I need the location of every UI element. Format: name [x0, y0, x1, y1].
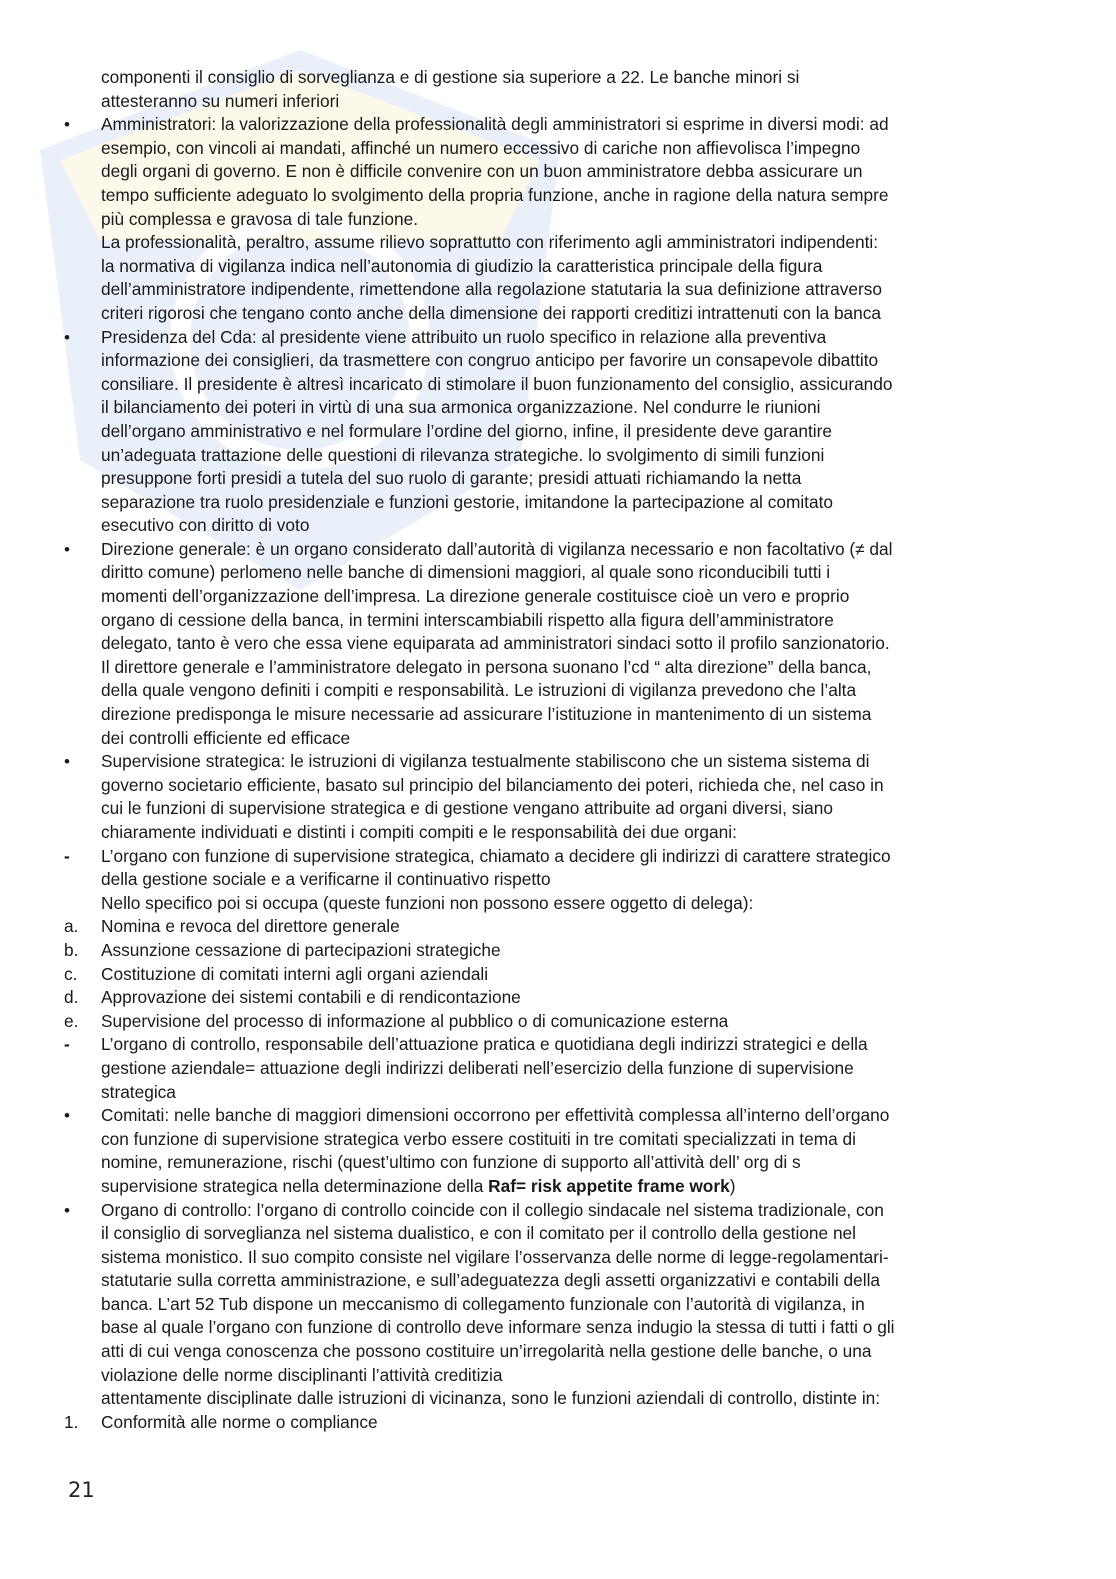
text-line: gestione aziendale= attuazione degli indirizzi deliberati nell’esercizio della funzione di supervisione	[101, 1057, 854, 1078]
text-line: Amministratori: la valorizzazione della professionalità degli amministratori si esprime in diversi modi: ad	[101, 114, 889, 135]
text-line: violazione delle norme disciplinanti l’attività creditizia	[101, 1364, 503, 1385]
text-line: presuppone forti presidi a tutela del suo ruolo di garante; presidi attuati richiamando la netta	[101, 468, 802, 489]
text-line: della quale vengono definiti i compiti e responsabilità. Le istruzioni di vigilanza prevedono che l’alta	[101, 680, 857, 701]
text-line: Presidenza del Cda: al presidente viene attribuito un ruolo specifico in relazione alla preventiva	[101, 326, 827, 347]
list-marker: b.	[64, 939, 79, 960]
text-line: criteri rigorosi che tengano conto anche della dimensione dei rapporti creditizi intrattenuti con la banca	[101, 302, 882, 323]
text-line	[101, 1175, 1064, 1199]
list-marker: a.	[64, 916, 79, 937]
text-line: attesteranno su numeri inferiori	[101, 90, 340, 111]
text-line: dei controlli efficiente ed efficace	[101, 727, 351, 748]
lettered-item	[64, 986, 1064, 1010]
text-line: Conformità alle norme o compliance	[101, 1411, 378, 1432]
list-marker: d.	[64, 987, 79, 1008]
text-line: dell’amministratore indipendente, rimettendone alla regolazione statutaria la sua definizione attraverso	[101, 279, 882, 300]
text-line: L’organo di controllo, responsabile dell’attuazione pratica e quotidiana degli indirizzi strategici e della	[101, 1034, 868, 1055]
text-line: un’adeguata trattazione delle questioni di rilevanza strategiche. lo svolgimento di simili funzioni	[101, 444, 825, 465]
text-line: più complessa e gravosa di tale funzione.	[101, 208, 419, 229]
text-line: base al quale l’organo con funzione di controllo deve informare senza indugio la stessa di tutti i fatti o gli	[101, 1317, 895, 1338]
page-number: 21	[68, 1478, 95, 1502]
text-line: dell’organo amministrativo e nel formulare l’ordine del giorno, infine, il presidente deve garantire	[101, 420, 833, 441]
bullet-item	[64, 1104, 1064, 1198]
text-line: Nomina e revoca del direttore generale	[101, 916, 400, 937]
text-line: Direzione generale: è un organo considerato dall’autorità di vigilanza necessario e non facoltativo (≠ dal	[101, 538, 893, 559]
lettered-item	[64, 1010, 1064, 1034]
text-line: diritto comune) perlomeno nelle banche di dimensioni maggiori, al quale sono riconducibili tutti i	[101, 562, 831, 583]
document-body	[64, 66, 1064, 1434]
text-line: governo societario efficiente, basato sul principio del bilanciamento dei poteri, richieda che, nel caso in	[101, 774, 884, 795]
text-line: Nello specifico poi si occupa (queste funzioni non possono essere oggetto di delega):	[101, 892, 754, 913]
bullet-item	[64, 538, 1064, 750]
text-line: Assunzione cessazione di partecipazioni strategiche	[101, 939, 501, 960]
text-line: Comitati: nelle banche di maggiori dimensioni occorrono per effettività complessa all’interno dell’organo	[101, 1105, 890, 1126]
text-line: organo di cessione della banca, in termini interscambiabili rispetto alla figura dell’amministratore	[101, 609, 834, 630]
bullet-icon: •	[64, 539, 70, 559]
text-line: atti di cui venga conoscenza che possono costituire un’irregolarità nella gestione delle banche, o una	[101, 1341, 872, 1362]
bullet-item	[64, 1199, 1064, 1411]
text-line: delegato, tanto è vero che essa viene equiparata ad amministratori sindaci sotto il profilo sanzionatorio.	[101, 633, 890, 654]
text-line: informazione dei consiglieri, da trasmettere con congruo anticipo per favorire un consapevole dibattito	[101, 350, 879, 371]
text-line: esecutivo con diritto di voto	[101, 515, 310, 536]
bullet-icon: •	[64, 1200, 70, 1220]
bullet-icon: •	[64, 327, 70, 347]
bullet-item	[64, 113, 1064, 325]
text-line: La professionalità, peraltro, assume rilievo soprattutto con riferimento agli amministratori indipendenti:	[101, 232, 879, 253]
text-line: componenti il consiglio di sorveglianza e di gestione sia superiore a 22. Le banche minori si	[101, 67, 800, 87]
bullet-item	[64, 326, 1064, 538]
text-line: con funzione di supervisione strategica verbo essere costituiti in tre comitati specializzati in tema di	[101, 1128, 856, 1149]
text-line: statutarie sulla corretta amministrazione, e sull’adeguatezza degli assetti organizzativi e contabili della	[101, 1270, 881, 1291]
text-line: nomine, remunerazione, rischi (quest’ultimo con funzione di supporto all’attività dell’ org di s	[101, 1152, 801, 1173]
text-line: chiaramente individuati e distinti i compiti compiti e le responsabilità dei due organi:	[101, 822, 737, 842]
text-line: Organo di controllo: l’organo di controllo coincide con il collegio sindacale nel sistema tradizionale, con	[101, 1199, 884, 1220]
text-span: )	[729, 1175, 736, 1196]
text-line: cui le funzioni di supervisione strategica e di gestione vengano attribuite ad organi diversi, siano	[101, 798, 834, 819]
text-line: la normativa di vigilanza indica nell’autonomia di giudizio la caratteristica principale della figura	[101, 255, 823, 276]
text-line: degli organi di governo. E non è difficile convenire con un buon amministratore debba assicurare un	[101, 161, 863, 182]
lettered-item	[64, 915, 1064, 939]
list-marker: c.	[64, 963, 78, 984]
text-line: il bilanciamento dei poteri in virtù di una sua armonica organizzazione. Nel condurre le riunioni	[101, 397, 821, 418]
lettered-item	[64, 939, 1064, 963]
list-marker: 1.	[64, 1411, 79, 1432]
text-line: Costituzione di comitati interni agli organi aziendali	[101, 963, 489, 984]
text-line: momenti dell’organizzazione dell’impresa. La direzione generale costituisce cioè un vero e proprio	[101, 586, 850, 607]
text-line: sistema monistico. Il suo compito consiste nel vigilare l’osservanza delle norme di legge-regolamentari-	[101, 1246, 889, 1267]
bullet-icon: •	[64, 752, 70, 772]
dash-item	[64, 845, 1064, 916]
bullet-icon: •	[64, 115, 70, 135]
text-line: della gestione sociale e a verificarne il continuativo rispetto	[101, 869, 551, 890]
text-line: il consiglio di sorveglianza nel sistema dualistico, e con il comitato per il controllo della gestione nel	[101, 1223, 857, 1244]
numbered-item	[64, 1411, 1064, 1435]
text-line: tempo sufficiente adeguato lo svolgimento della propria funzione, anche in ragione della natura sempre	[101, 184, 889, 205]
text-span: supervisione strategica nella determinazione della	[101, 1175, 489, 1196]
text-line: esempio, con vincoli ai mandati, affinché un numero eccessivo di cariche non affievolisca l’impegno	[101, 137, 861, 158]
text-line: banca. L’art 52 Tub dispone un meccanismo di collegamento funzionale con l’autorità di vigilanza, in	[101, 1293, 865, 1314]
text-line: separazione tra ruolo presidenziale e funzioni gestorie, imitandone la partecipazione al comitato	[101, 491, 834, 512]
text-line: attentamente disciplinate dalle istruzioni di vicinanza, sono le funzioni aziendali di controllo, distinte in:	[101, 1388, 881, 1409]
paragraph-continuation	[64, 66, 1064, 113]
text-line: consiliare. Il presidente è altresì incaricato di stimolare il buon funzionamento del consiglio, assicurando	[101, 373, 893, 394]
bold-term: Raf= risk appetite frame work	[488, 1175, 730, 1196]
text-line: Supervisione del processo di informazione al pubblico o di comunicazione esterna	[101, 1010, 729, 1031]
bullet-item	[64, 750, 1064, 844]
list-marker: -	[64, 1034, 70, 1055]
list-marker: -	[64, 845, 70, 866]
text-line: L’organo con funzione di supervisione strategica, chiamato a decidere gli indirizzi di carattere strategico	[101, 845, 891, 866]
dash-item	[64, 1033, 1064, 1104]
text-line: strategica	[101, 1081, 176, 1102]
text-line: direzione predisponga le misure necessarie ad assicurare l’istituzione in mantenimento di un sistema	[101, 704, 872, 725]
text-line: Il direttore generale e l’amministratore delegato in persona suonano l’cd “ alta direzione” della banca,	[101, 656, 872, 677]
bullet-icon: •	[64, 1106, 70, 1126]
text-line: Approvazione dei sistemi contabili e di rendicontazione	[101, 987, 521, 1008]
list-marker: e.	[64, 1010, 79, 1031]
lettered-item	[64, 963, 1064, 987]
text-line: Supervisione strategica: le istruzioni di vigilanza testualmente stabiliscono che un sistema sistema di	[101, 751, 870, 772]
